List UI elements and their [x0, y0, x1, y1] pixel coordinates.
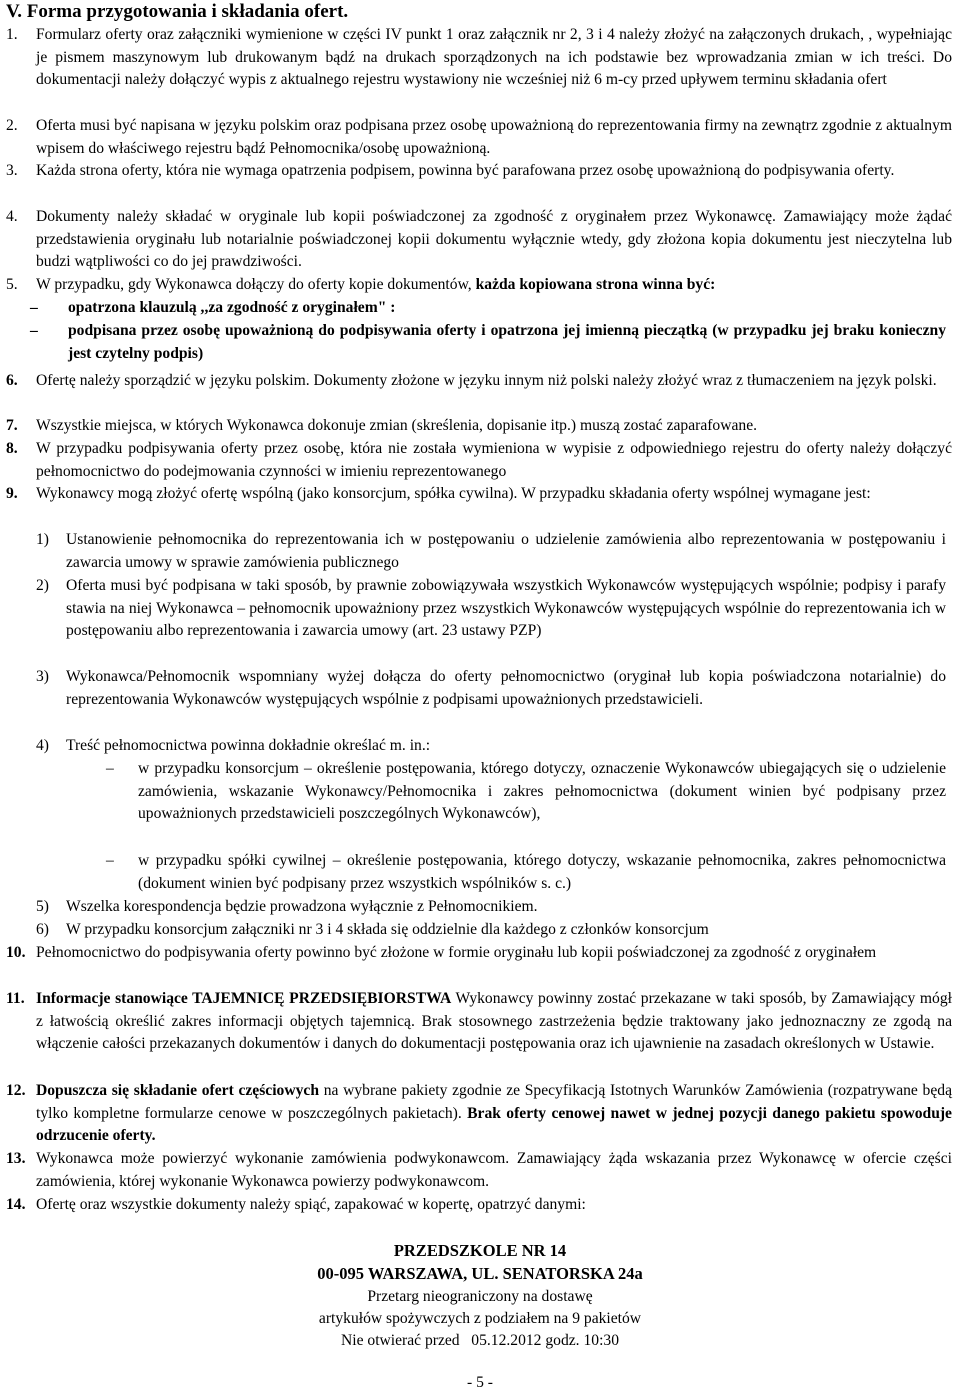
- item-text: Wykonawca może powierzyć wykonanie zamówienia podwykonawcom. Zamawiający żąda wskazania przez Wykonawcę w ofercie części zamówienia, której wykonanie Wykonawca powierzy podwykonawcom.: [36, 1150, 952, 1190]
- sub-item: 2) Oferta musi być podpisana w taki sposób, by prawnie zobowiązywała wszystkich Wykonawców występujących wspólnie; podpisy i parafy stawia na niej Wykonawca – pełnomocnik upoważniony przez wszystkich Wykonawców występujących wspólnie do reprezentowania ich w postępowaniu albo reprezentowania i zawarcia umowy (art. 23 ustawy PZP): [36, 577, 946, 640]
- dash-item: – opatrzona klauzulą ,,za zgodność z oryginałem" :: [30, 299, 396, 316]
- list-item: [6, 1194, 952, 1217]
- item-text: Wykonawcy mogą złożyć ofertę wspólną (jako konsorcjum, spółka cywilna). W przypadku składania oferty wspólnej wymagane jest:: [36, 485, 871, 502]
- dash-item: – w przypadku spółki cywilnej – określenie postępowania, którego dotyczy, wskazanie pełnomocnika, zakres pełnomocnictwa (dokument winien być podpisany przez wszystkich wspólników s. c.): [106, 852, 946, 892]
- list-item: [6, 274, 952, 297]
- item-text: Formularz oferty oraz załączniki wymienione w części IV punkt 1 oraz załącznik nr 2, 3 i 4 należy złożyć na załączonych drukach, , wypełniając je pismem maszynowym lub drukowanym bądź na drukach sporządzonych na ich podstawie bez wprowadzania zmian w ich treści. Do dokumentacji należy dołączyć wypis z aktualnego rejestru wystawiony nie wcześniej niż 6 m-cy przed upływem terminu składania ofert: [36, 26, 952, 89]
- address-line-4: artykułów spożywczych z podziałem na 9 pakietów: [318, 1310, 642, 1327]
- item-text: Informacje stanowiące TAJEMNICĘ PRZEDSIĘBIORSTWA Wykonawcy powinny zostać przekazane w taki sposób, by Zamawiający mógł z łatwością określić zakres informacji objętych tajemnicą. Brak stosownego zastrzeżenia będzie traktowany jako jednoznaczny ze zgodą na włączenie całości przekazanych dokumentów i danych do dokumentacji postępowania oraz ich ujawnienie na zasadach określonych w Ustawie.: [36, 990, 952, 1053]
- address-line-5: Nie otwierać przed 05.12.2012 godz. 10:30: [340, 1332, 619, 1349]
- item-text: Oferta musi być napisana w języku polskim oraz podpisana przez osobę upoważnioną do reprezentowania firmy na zewnątrz zgodnie z aktualnym wpisem do właściwego rejestru bądź Pełnomocnika/osobę upoważnioną.: [36, 117, 952, 157]
- list-item: [6, 160, 952, 183]
- list-item: [6, 1148, 952, 1193]
- item-text: Dokumenty należy składać w oryginale lub kopii poświadczonej za zgodność z oryginałem przez Wykonawcę. Zamawiający może żądać przedstawienia oryginału lub notarialnie poświadczonej kopii dokumentu wyłącznie wtedy, gdy złożona kopia dokumentu jest nieczytelna lub budzi wątpliwości co do jej prawdziwości.: [36, 208, 952, 271]
- sub-item: 4) Treść pełnomocnictwa powinna dokładnie określać m. in.:: [36, 737, 431, 754]
- list-item: [6, 1080, 952, 1148]
- item-number: 5.: [6, 276, 18, 293]
- section-heading: V. Forma przygotowania i składania ofert.: [6, 1, 349, 22]
- item-number: 9.: [6, 485, 18, 502]
- item-number: 12.: [6, 1082, 26, 1099]
- item-number: 2.: [6, 117, 18, 134]
- item-number: 11.: [6, 990, 25, 1007]
- item-text: Pełnomocnictwo do podpisywania oferty powinno być złożone w formie oryginału lub kopii poświadczonej za zgodność z oryginałem: [36, 944, 877, 961]
- sub-item: 6) W przypadku konsorcjum załączniki nr 3 i 4 składa się oddzielnie dla każdego z członków konsorcjum: [36, 921, 709, 938]
- item-text: Wszystkie miejsca, w których Wykonawca dokonuje zmian (skreślenia, dopisanie itp.) muszą zostać zaparafowane.: [36, 417, 758, 434]
- address-line-2: 00-095 WARSZAWA, UL. SENATORSKA 24a: [317, 1264, 643, 1283]
- list-item: [6, 988, 952, 1056]
- item-number: 6.: [6, 372, 18, 389]
- list-item: [6, 115, 952, 160]
- list-item: [6, 483, 952, 506]
- item-text: W przypadku, gdy Wykonawca dołączy do oferty kopie dokumentów, każda kopiowana strona winna być:: [36, 276, 716, 293]
- list-item: [6, 370, 952, 393]
- item-number: 14.: [6, 1196, 26, 1213]
- item-number: 4.: [6, 208, 18, 225]
- page-number: - 5 -: [467, 1374, 493, 1391]
- item-text: Dopuszcza się składanie ofert częściowych na wybrane pakiety zgodnie ze Specyfikacją Istotnych Warunków Zamówienia (rozpatrywane będą tylko kompletne formularze cenowe w poszczególnych pakietach). Brak oferty cenowej nawet w jednej pozycji danego pakietu spowoduje odrzucenie oferty.: [36, 1082, 952, 1145]
- list-item: [6, 438, 952, 483]
- list-item: [6, 415, 952, 438]
- item-text: Ofertę należy sporządzić w języku polskim. Dokumenty złożone w języku innym niż polski należy złożyć wraz z tłumaczeniem na język polski.: [36, 372, 937, 389]
- dash-item: – w przypadku konsorcjum – określenie postępowania, którego dotyczy, oznaczenie Wykonawców ubiegających się o udzielenie zamówienia, wskazanie Wykonawcy/Pełnomocnika i zakres pełnomocnictwa (dokument winien być podpisany przez upoważnionych przedstawicieli poszczególnych Wykonawców),: [106, 760, 946, 823]
- item-number: 8.: [6, 440, 18, 457]
- item-number: 1.: [6, 26, 18, 43]
- dash-item: – podpisana przez osobę upoważnioną do podpisywania oferty i opatrzona jej imienną pieczątką (w przypadku jej braku konieczny jest czytelny podpis): [30, 322, 946, 362]
- list-item: [6, 206, 952, 274]
- item-text: Każda strona oferty, która nie wymaga opatrzenia podpisem, powinna być parafowana przez osobę upoważnioną do podpisywania oferty.: [36, 162, 895, 179]
- address-line-1: PRZEDSZKOLE NR 14: [393, 1241, 567, 1260]
- item-number: 10.: [6, 944, 26, 961]
- item-text: W przypadku podpisywania oferty przez osobę, która nie została wymieniona w wypisie z odpowiedniego rejestru do oferty należy dołączyć pełnomocnictwo do podejmowania czynności w imieniu reprezentowanego: [36, 440, 952, 480]
- sub-item: 1) Ustanowienie pełnomocnika do reprezentowania ich w postępowaniu o udzielenie zamówienia albo reprezentowania w postępowaniu i zawarcia umowy w sprawie zamówienia publicznego: [36, 531, 946, 571]
- item-number: 3.: [6, 162, 18, 179]
- address-line-3: Przetarg nieograniczony na dostawę: [367, 1288, 593, 1305]
- sub-item: 5) Wszelka korespondencja będzie prowadzona wyłącznie z Pełnomocnikiem.: [36, 898, 538, 915]
- list-item: [6, 942, 952, 965]
- item-number: 13.: [6, 1150, 26, 1167]
- sub-item: 3) Wykonawca/Pełnomocnik wspomniany wyżej dołącza do oferty pełnomocnictwo (oryginał lub kopia poświadczona notarialnie) do reprezentowania Wykonawców występujących wspólnie z podpisami upoważnionych przedstawicieli.: [36, 668, 946, 708]
- item-number: 7.: [6, 417, 18, 434]
- list-item: [6, 24, 952, 92]
- item-text: Ofertę oraz wszystkie dokumenty należy spiąć, zapakować w kopertę, opatrzyć danymi:: [36, 1196, 586, 1213]
